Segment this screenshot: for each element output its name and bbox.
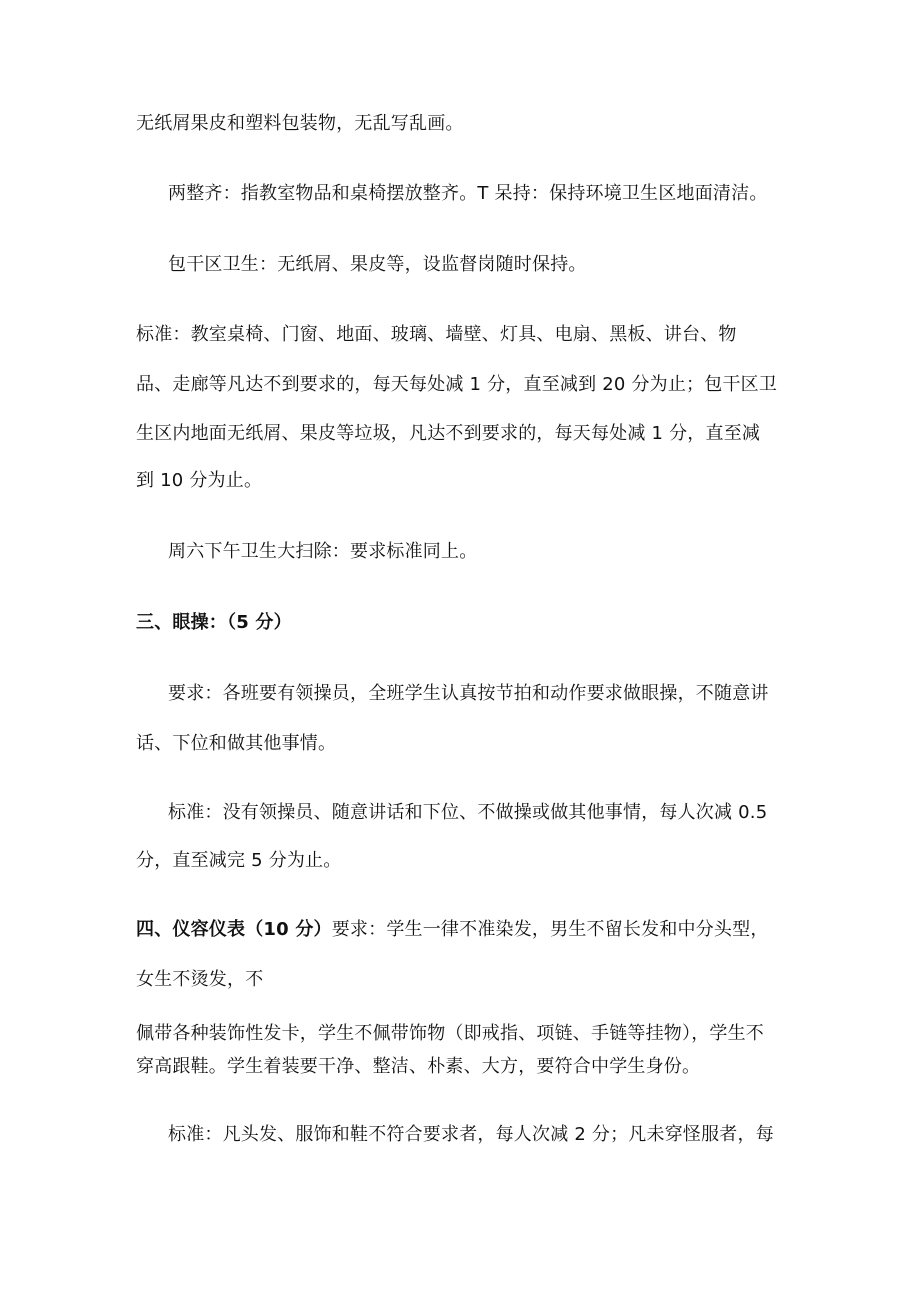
- section-heading-text: 要求：学生一律不准染发，男生不留长发和中分头型，: [331, 919, 769, 940]
- section-line: [136, 917, 796, 943]
- paragraph-line: 周六下午卫生大扫除：要求标准同上。: [168, 541, 478, 562]
- section-heading: 四、仪容仪表（10 分）: [136, 919, 332, 940]
- paragraph-line: 要求：各班要有领操员，全班学生认真按节拍和动作要求做眼操，不随意讲: [168, 683, 769, 704]
- paragraph-line: 品、走廊等凡达不到要求的，每天每处减 1 分，直至减到 20 分为止；包干区卫: [136, 374, 778, 395]
- paragraph-line: 无纸屑果皮和塑料包装物，无乱写乱画。: [136, 113, 464, 134]
- paragraph-line: 分，直至减完 5 分为止。: [136, 850, 342, 871]
- paragraph-line: 标准：凡头发、服饰和鞋不符合要求者，每人次减 2 分；凡未穿怪服者，每: [168, 1124, 774, 1145]
- section-heading: 三、眼操：（5 分）: [136, 612, 292, 633]
- paragraph-line: 标准：没有领操员、随意讲话和下位、不做操或做其他事情，每人次减 0.5: [168, 802, 768, 823]
- paragraph-line: 佩带各种装饰性发卡，学生不佩带饰物（即戒指、项链、手链等挂物），学生不: [136, 1023, 764, 1044]
- paragraph-line: 穿高跟鞋。学生着装要干净、整洁、朴素、大方，要符合中学生身份。: [136, 1056, 701, 1077]
- paragraph-line: 女生不烫发，不: [136, 969, 264, 990]
- paragraph-line: 标准：教室桌椅、门窗、地面、玻璃、墙壁、灯具、电扇、黑板、讲台、物: [136, 324, 737, 345]
- paragraph-line: 包干区卫生：无纸屑、果皮等，设监督岗随时保持。: [168, 254, 587, 275]
- paragraph-line: 到 10 分为止。: [136, 470, 263, 491]
- paragraph-line: 话、下位和做其他事情。: [136, 733, 337, 754]
- paragraph-line: 两整齐：指教室物品和桌椅摆放整齐。T 呆持：保持环境卫生区地面清洁。: [168, 183, 768, 204]
- paragraph-line: 生区内地面无纸屑、果皮等垃圾，凡达不到要求的，每天每处减 1 分，直至减: [136, 423, 761, 444]
